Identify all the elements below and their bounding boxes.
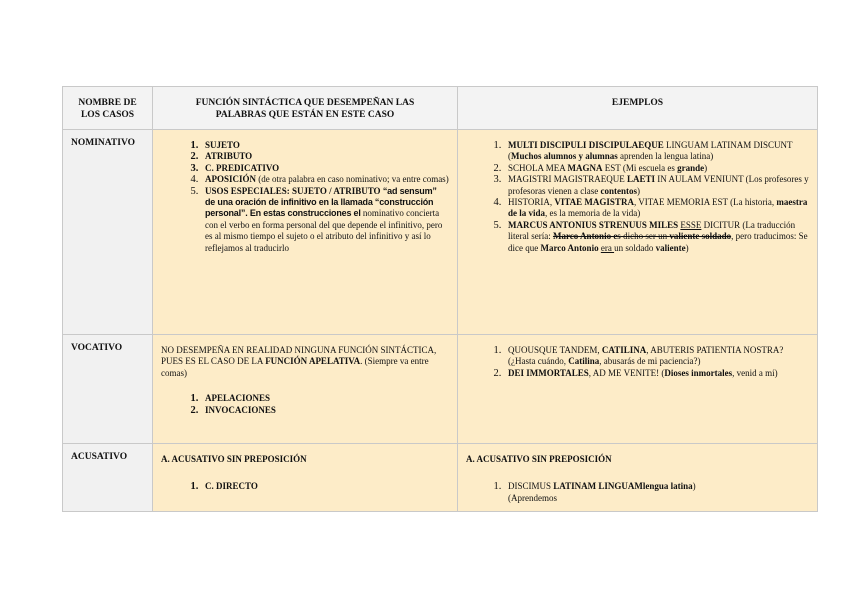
intro-bold: FUNCIÓN APELATIVA [265, 356, 361, 367]
ex-text: EST (Mi escuela es [602, 162, 678, 173]
row-vocativo [63, 335, 818, 444]
ex-text: , abusarás de mi paciencia?) [599, 356, 701, 367]
ex-text: SCHOLA MEA [508, 162, 568, 173]
intro-text: . (Siempre va entre comas) [161, 356, 429, 378]
nominativo-functions [153, 130, 458, 335]
ex-bold: MULTI DISCIPULI DISCIPULAEQUE [508, 140, 664, 150]
list-item [504, 368, 809, 379]
list-item [201, 186, 449, 254]
vocativo-function-list [161, 393, 449, 416]
vocativo-functions [153, 335, 458, 444]
aposicion-label: APOSICIÓN [205, 174, 257, 185]
cases-table [62, 86, 818, 512]
aposicion-note: (de otra palabra en caso nominativo; va entre comas) [256, 174, 449, 185]
ex-text: LINGUAM LATINAM DISCUNT ( [508, 140, 793, 162]
ex-underlined: era [600, 242, 615, 253]
header-col1-text: NOMBRE DE LOS CASOS [78, 98, 137, 120]
ex-text: , pero traducimos: Se dice que [508, 231, 808, 253]
ex-strike: dicho ser un [620, 231, 670, 242]
case-name-nominativo: NOMINATIVO [63, 130, 153, 335]
header-col2-line2: PALABRAS QUE ESTÁN EN ESTE CASO [215, 110, 395, 120]
usos-especiales-label: USOS ESPECIALES: SUJETO / ATRIBUTO [205, 185, 381, 196]
ex-bold: DEI IMMORTALES [508, 367, 589, 378]
nominativo-example-list [466, 140, 809, 254]
header-col2-line1: FUNCIÓN SINTÁCTICA QUE DESEMPEÑAN LAS [195, 98, 415, 108]
list-item: 3. C. PREDICATIVO [201, 163, 449, 174]
usos-especiales-quote: “ad sensum” de una oración de infinitivo en la llamada “construcción personal”. [205, 185, 437, 219]
list-item [504, 345, 809, 368]
ex-text: ) [636, 185, 640, 196]
acusativo-function-list [161, 481, 449, 492]
ex-text: ) [685, 242, 689, 253]
ex-bold: Dioses inmortales [664, 367, 733, 378]
ex-strike: valiente soldado [669, 231, 732, 242]
ex-text: , AD ME VENITE! ( [588, 367, 665, 378]
nominativo-function-list [161, 140, 449, 254]
usos-especiales-mid: En estas construcciones el [247, 208, 361, 219]
vocativo-example-list [466, 345, 809, 379]
ex-bold: LAETI [627, 174, 656, 185]
ex-strike: Marco Antonio es [552, 231, 621, 242]
list-item [504, 220, 809, 254]
list-item: 1. APELACIONES [201, 393, 449, 404]
ex-bold: LATINAM LINGUAM [553, 481, 643, 492]
vocativo-examples [458, 335, 818, 444]
ex-text: ) [692, 481, 696, 492]
ex-bold: Catilina [568, 356, 600, 367]
case-name-vocativo: VOCATIVO [63, 335, 153, 444]
nominativo-examples [458, 130, 818, 335]
ex-underlined: ESSE [680, 219, 702, 230]
list-item: 1. SUJETO [201, 140, 449, 151]
list-item [201, 174, 449, 185]
case-name-acusativo: ACUSATIVO [63, 444, 153, 512]
ex-text: , VITAE MEMORIA EST (La historia, [633, 197, 777, 208]
list-item: 2. ATRIBUTO [201, 151, 449, 162]
list-item: 2. INVOCACIONES [201, 405, 449, 416]
list-item: 1. C. DIRECTO [201, 481, 449, 492]
ex-text: MAGISTRI MAGISTRAEQUE [508, 174, 627, 185]
header-examples [458, 87, 818, 130]
ex-bold: MARCUS ANTONIUS STRENUUS MILES [508, 219, 679, 230]
acusativo-examples-heading: A. ACUSATIVO SIN PREPOSICIÓN [466, 454, 612, 464]
ex-text: , ABUTERIS PATIENTIA NOSTRA?(¿Hasta cuándo, [508, 345, 784, 367]
ex-text: DISCIMUS [508, 481, 554, 492]
ex-bold: grande [677, 162, 705, 173]
acusativo-subheading: A. ACUSATIVO SIN PREPOSICIÓN [161, 454, 307, 464]
usos-especiales-rest: nominativo concierta con el verbo en forma personal del que depende el infinitivo, pero es al mismo tiempo el sujeto o el atributo del infinitivo y así lo reflejamos al traducirlo [205, 208, 443, 253]
ex-text: QUOUSQUE TANDEM, [508, 345, 602, 355]
ex-text: (Aprendemos [508, 492, 557, 503]
row-nominativo [63, 130, 818, 335]
ex-text: ) [704, 162, 708, 173]
ex-text: HISTORIA, [508, 197, 555, 208]
ex-text: , venid a mí) [732, 367, 778, 378]
header-function [153, 87, 458, 130]
acusativo-examples [458, 444, 818, 512]
header-case-name [63, 87, 153, 130]
list-item [504, 197, 809, 220]
list-item [504, 174, 809, 197]
list-item [504, 481, 809, 504]
ex-bold: lengua latina [642, 481, 693, 492]
ex-bold: maestra de la vida [508, 197, 808, 219]
ex-bold: MAGNA [567, 162, 603, 173]
row-acusativo [63, 444, 818, 512]
acusativo-functions [153, 444, 458, 512]
list-item [504, 163, 809, 174]
ex-text: DICITUR (La traducción literal sería: [508, 219, 796, 242]
ex-text: IN AULAM VENIUNT (Los profesores y profesoras vienen a clase [508, 174, 809, 196]
header-col2-text [153, 87, 457, 121]
ex-bold: CATILINA [601, 345, 647, 355]
acusativo-example-list [466, 481, 809, 504]
ex-text: aprenden la lengua latina) [617, 151, 714, 162]
list-item [504, 140, 809, 163]
intro-text: NO DESEMPEÑA EN REALIDAD NINGUNA FUNCIÓN SINTÁCTICA, PUES ES EL CASO DE LA [161, 345, 437, 367]
ex-bold: Marco Antonio [540, 242, 599, 253]
ex-text: un soldado [614, 242, 656, 253]
ex-bold: valiente [655, 242, 686, 253]
header-col3-text: EJEMPLOS [611, 98, 664, 108]
ex-text: , es la memoria de la vida) [545, 208, 641, 219]
header-row [63, 87, 818, 130]
vocativo-intro [161, 345, 449, 379]
ex-bold: Muchos alumnos y alumnas [511, 151, 618, 162]
ex-bold: VITAE MAGISTRA [554, 197, 634, 208]
ex-bold: contentos [600, 185, 637, 196]
